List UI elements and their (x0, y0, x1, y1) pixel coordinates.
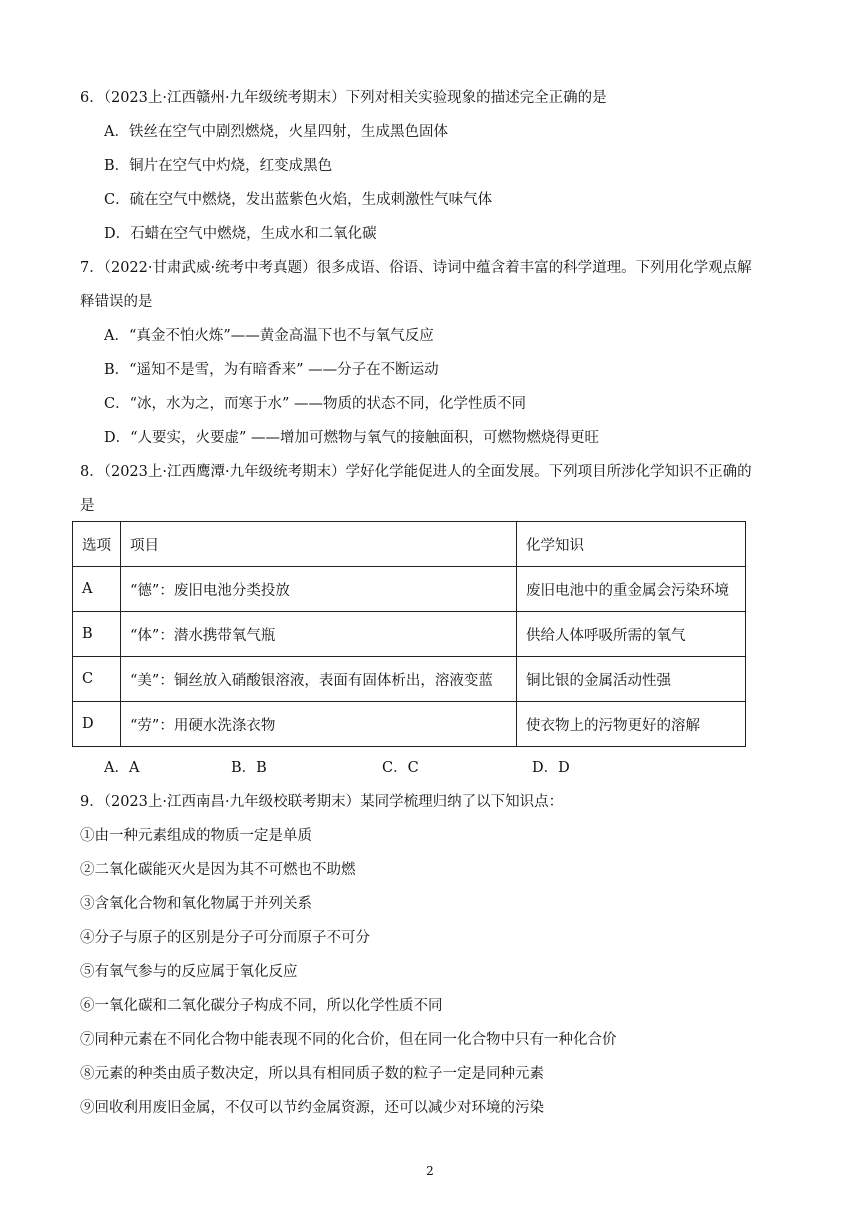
question-7-option-d: D．“人要实，火要虚” ——增加可燃物与氧气的接触面积，可燃物燃烧得更旺 (104, 430, 600, 446)
knowledge-point-3: ③含氧化合物和氧化物属于并列关系 (80, 896, 312, 912)
question-6-option-c: C．硫在空气中燃烧，发出蓝紫色火焰，生成刺激性气味气体 (104, 192, 493, 208)
table-cell: 供给人体呼吸所需的氧气 (517, 612, 746, 657)
table-cell: A (73, 567, 121, 612)
question-8-answer-c: C．C (382, 760, 419, 776)
knowledge-point-1: ①由一种元素组成的物质一定是单质 (80, 828, 312, 844)
table-cell: “体”：潜水携带氧气瓶 (121, 612, 517, 657)
question-9-stem: 9．（2023上·江西南昌·九年级校联考期末）某同学梳理归纳了以下知识点： (80, 794, 564, 810)
knowledge-point-2: ②二氧化碳能灭火是因为其不可燃也不助燃 (80, 862, 356, 878)
knowledge-point-7: ⑦同种元素在不同化合物中能表现不同的化合价，但在同一化合物中只有一种化合价 (80, 1032, 617, 1048)
table-row (73, 702, 746, 747)
page-number: 2 (426, 1164, 434, 1178)
question-8-answer-a: A．A (104, 760, 140, 776)
question-8-stem: 8．（2023上·江西鹰潭·九年级统考期末）学好化学能促进人的全面发展。下列项目所涉化学知识不正确的 (80, 464, 752, 480)
table-header-cell: 选项 (73, 522, 121, 567)
question-7-stem-continued: 释错误的是 (80, 294, 153, 310)
question-8-answer-b: B．B (231, 760, 267, 776)
table-cell: D (73, 702, 121, 747)
table-row (73, 657, 746, 702)
question-6-stem: 6．（2023上·江西赣州·九年级统考期末）下列对相关实验现象的描述完全正确的是 (80, 90, 607, 106)
table-cell: 铜比银的金属活动性强 (517, 657, 746, 702)
question-6-option-b: B．铜片在空气中灼烧，红变成黑色 (104, 158, 333, 174)
table-cell: C (73, 657, 121, 702)
question-8-table (72, 521, 746, 747)
table-cell: B (73, 612, 121, 657)
table-row (73, 612, 746, 657)
question-6-option-a: A．铁丝在空气中剧烈燃烧，火星四射，生成黑色固体 (104, 124, 448, 140)
table-header-cell: 项目 (121, 522, 517, 567)
knowledge-point-4: ④分子与原子的区别是分子可分而原子不可分 (80, 930, 370, 946)
question-8-stem-continued: 是 (80, 498, 95, 514)
question-7-option-b: B．“遥知不是雪，为有暗香来” ——分子在不断运动 (104, 362, 439, 378)
question-7-option-c: C．“冰，水为之，而寒于水” ——物质的状态不同，化学性质不同 (104, 396, 527, 412)
table-cell: “美”：铜丝放入硝酸银溶液，表面有固体析出，溶液变蓝 (121, 657, 517, 702)
question-6-option-d: D．石蜡在空气中燃烧，生成水和二氧化碳 (104, 226, 377, 242)
table-cell: 废旧电池中的重金属会污染环境 (517, 567, 746, 612)
table-header-cell: 化学知识 (517, 522, 746, 567)
knowledge-point-9: ⑨回收利用废旧金属，不仅可以节约金属资源，还可以减少对环境的污染 (80, 1100, 544, 1116)
knowledge-point-6: ⑥一氧化碳和二氧化碳分子构成不同，所以化学性质不同 (80, 998, 443, 1014)
question-7-option-a: A．“真金不怕火炼”——黄金高温下也不与氧气反应 (104, 328, 434, 344)
question-8-answer-d: D．D (532, 760, 570, 776)
table-cell: “德”：废旧电池分类投放 (121, 567, 517, 612)
table-header-row (73, 522, 746, 567)
question-7-stem: 7．（2022·甘肃武威·统考中考真题）很多成语、俗语、诗词中蕴含着丰富的科学道理。下列用化学观点解 (80, 260, 752, 276)
table-row (73, 567, 746, 612)
knowledge-point-8: ⑧元素的种类由质子数决定，所以具有相同质子数的粒子一定是同种元素 (80, 1066, 544, 1082)
table-cell: 使衣物上的污物更好的溶解 (517, 702, 746, 747)
knowledge-point-5: ⑤有氧气参与的反应属于氧化反应 (80, 964, 298, 980)
table-cell: “劳”：用硬水洗涤衣物 (121, 702, 517, 747)
